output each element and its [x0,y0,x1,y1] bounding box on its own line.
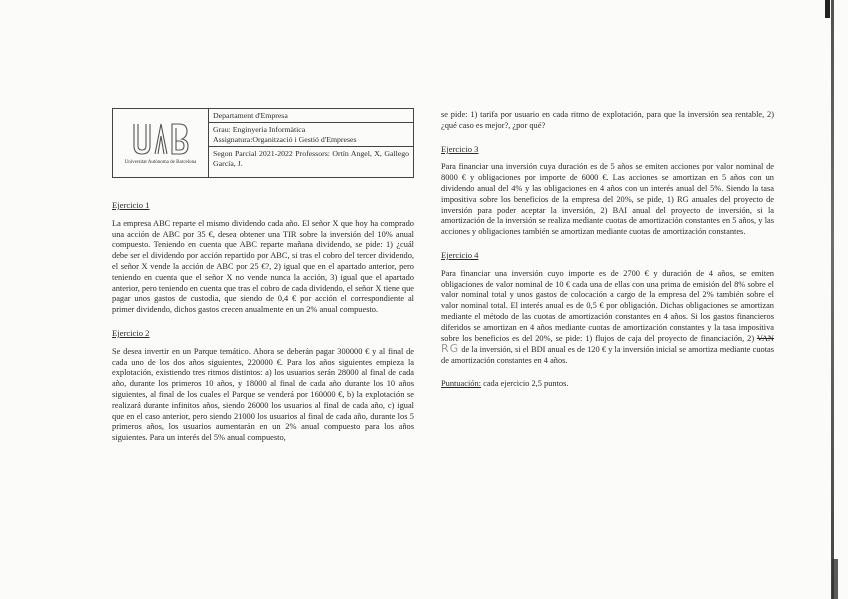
exercise-4-text-before: Para financiar una inversión cuyo importe es de 2700 € y duración de 4 años, se emiten obligaciones de valor nominal de 10 € cada una de ellas con una prima de emisión del 8% sobre el valor nominal total y unos gastos de colocación a cargo de la empresa del 2% también sobre el valor nominal total. El interés anual es de 0,5 € por obligación. Dichas obligaciones se amortizan mediante el método de las cuotas de amortización constantes en 4 años. Si los gastos financieros diferidos se amortizan en 4 años mediante cuotas de amortización constantes y la tasa impositiva sobre los beneficios es del 20%, se pide: 1) flujos de caja del proyecto de financiación, 2) [441,268,774,343]
exercise-1-title: Ejercicio 1 [112,200,150,210]
right-column [441,110,774,402]
degree-label: Grau: Enginyeria Informàtica [213,125,306,135]
struck-word: VAN [756,333,774,343]
exercise-2-continuation: se pide: 1) tarifa por usuario en cada ritmo de explotación, para que la inversión sea rentable, 2) ¿qué caso es mejor?, ¿por qué? [441,110,774,130]
exercise-1-text: La empresa ABC reparte el mismo dividendo cada año. El señor X que hoy ha comprado una acción de ABC por 35 €, desea obtener una TIR sobre la inversión del 10% anual compuesto. Teniendo en cuenta que ABC reparte mañana dividendo, se pide: 1) ¿cuál debe ser el dividendo por acción repartido por ABC, si tras el cobro del tercer dividendo, el señor X vende la acción de ABC por 25 €?, 2) igual que en el apartado anterior, pero teniendo en cuenta que el señor X no vende nunca la acción, 3) igual que el apartado anterior, pero teniendo en cuenta que tras el cobro de cada dividendo, el señor X tiene que pagar unos gastos de custodia, que siendo de 0,4 € por acción el correspondiente al primer dividendo, dichos gastos crecen anualmente en un 2% anual compuesto. [112,218,414,315]
exam-professors-label: Segon Parcial 2021-2022 Professors: Ortín Angel, X, Gallego García, J. [213,149,409,168]
scoring-note [441,379,774,390]
uab-logo-icon [130,120,192,158]
exercise-4-text-after: de la inversión, si el BDI anual es de 120 € y la inversión inicial se amortiza mediante cuotas de amortización constantes en 4 años. [441,345,774,366]
university-logo [113,109,209,177]
exercise-4-title: Ejercicio 4 [441,249,479,260]
exercise-2-text: Se desea invertir en un Parque temático. Ahora se deberán pagar 300000 € y al final de cada uno de los dos años siguientes, 220000 €. Para los años siguientes empieza la explotación, existiendo tres ritmos distintos: a) los usuarios serán 28000 al final de cada año, durante los primeros 10 años, y 18000 al final de cada año durante los 10 años siguientes, al final de los cuales el Parque se venderá por 160000 €, b) la explotación se realizará durante infinitos años, siendo 26000 los usuarios al final de cada año, c) igual que en el caso anterior, pero siendo 21000 los usuarios al final de cada año, durante los 5 primeros años, los usuarios aumentarán en un 2% anual compuesto para los años siguientes. Para un interés del 5% anual compuesto, [112,346,414,443]
page-edge-mark-top [825,0,830,18]
degree-subject [209,123,413,147]
handwritten-correction: RG [441,342,460,356]
exercise-3-text: Para financiar una inversión cuya duración es de 5 años se emiten acciones por valor nominal de 8000 € y obligaciones por importe de 6000 €. Las acciones se amortizan en 5 años con un dividendo anual del 4% y las obligaciones en 4 años con un interés anual del 5%. Siendo la tasa impositiva sobre los beneficios de la empresa del 20%, se pide, 1) RG anuales del proyecto de inversión para poder aceptar la inversión, 2) BAI anual del proyecto de inversión, si la amortización de la inversión se realiza mediante cuotas de amortización constantes en 5 años, y las acciones y obligaciones también se amortizan mediante cuotas de amortización constantes. [441,162,774,237]
page-edge-shadow [831,0,834,599]
page-edge-mark-bottom [832,559,838,599]
left-column [112,108,414,456]
exercise-3-title: Ejercicio 3 [441,143,479,154]
exercise-4-text [441,269,774,367]
exam-header [112,108,414,178]
scoring-label: Puntuación: [441,378,482,388]
department-label: Departament d'Empresa [209,109,413,123]
scoring-text: cada ejercicio 2,5 puntos. [483,378,569,388]
subject-label: Assignatura:Organització i Gestió d'Empreses [213,134,357,144]
exercise-2-title: Ejercicio 2 [112,327,150,338]
header-info [209,109,413,177]
logo-caption: Universitat Autònoma de Barcelona [124,160,197,165]
